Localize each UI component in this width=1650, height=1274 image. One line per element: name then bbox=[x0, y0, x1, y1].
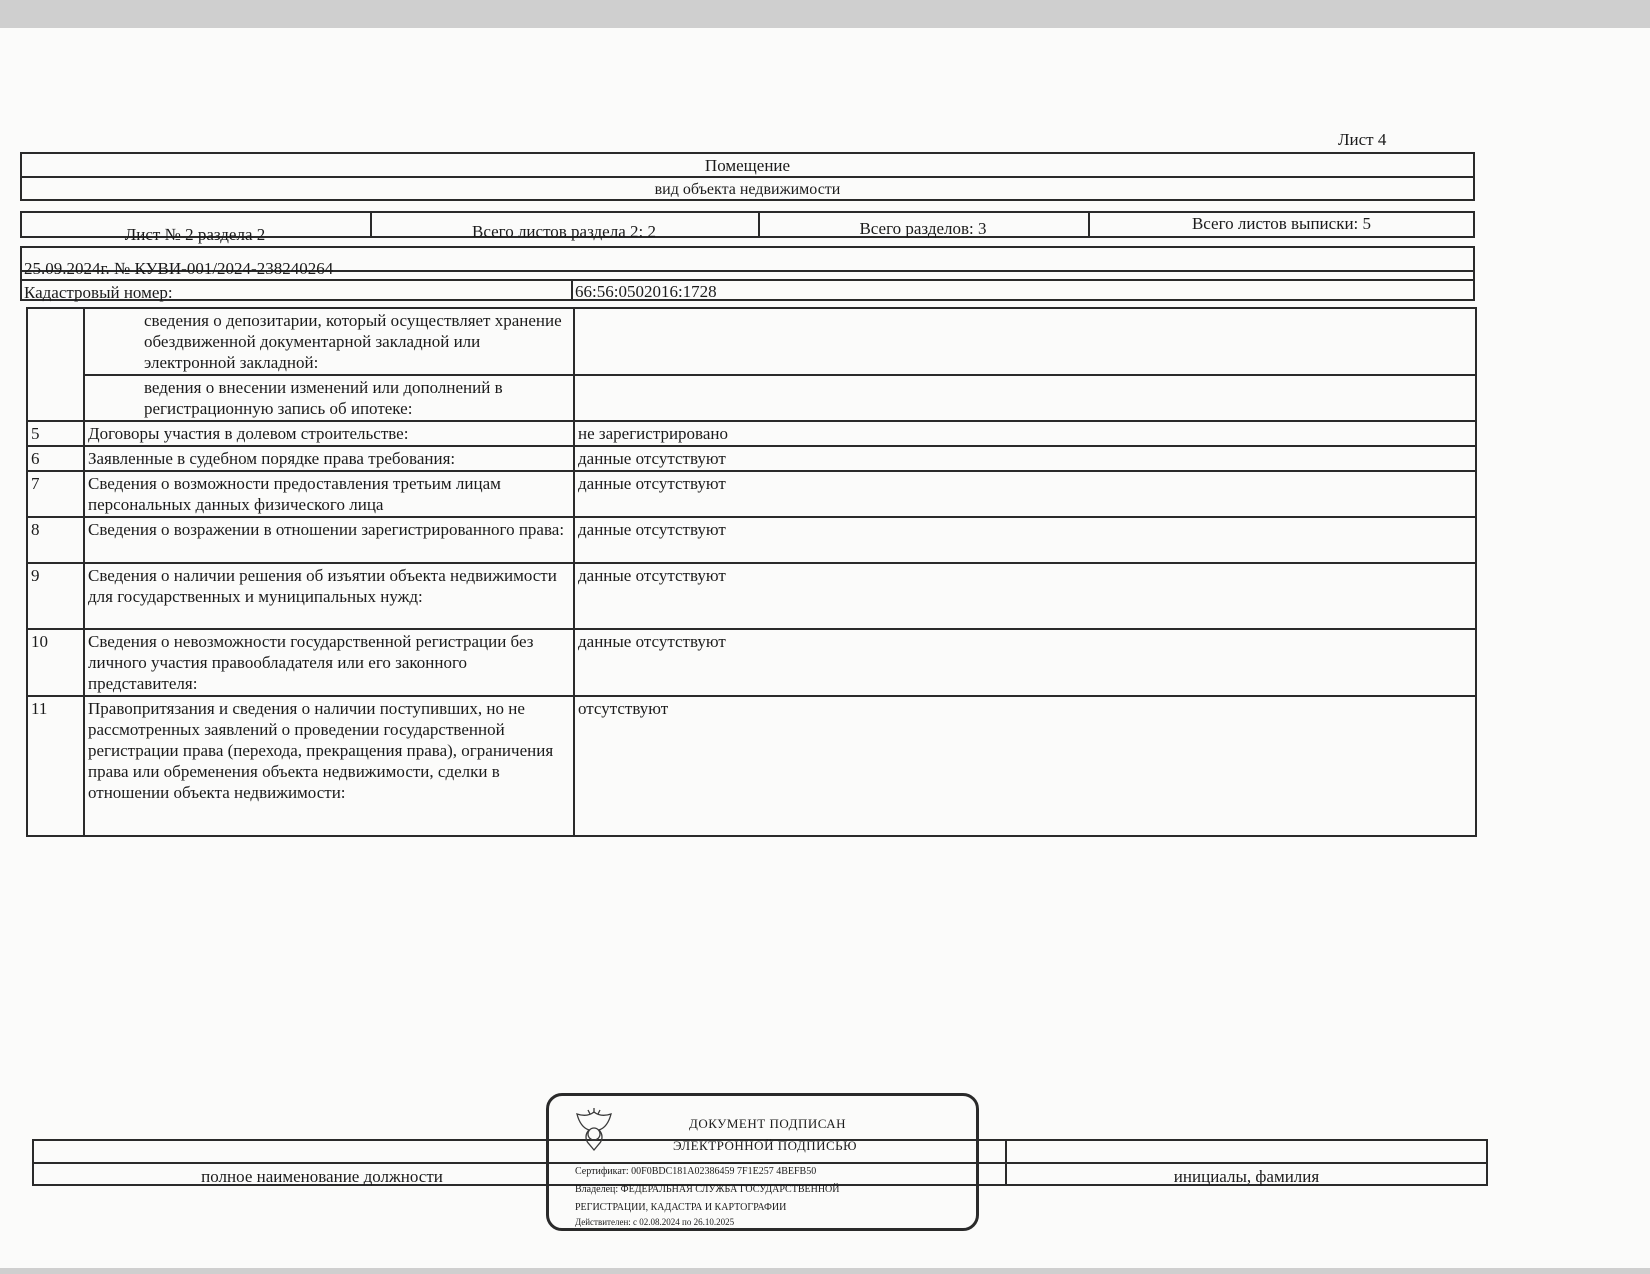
sheet-number: Лист 4 bbox=[1338, 130, 1387, 149]
row-name: сведения о депозитарии, который осуществляет хранение обездвиженной документарной закладной или электронной закладной: bbox=[84, 308, 574, 375]
cadastral-label: Кадастровый номер: bbox=[24, 283, 173, 302]
row-value: данные отсутствуют bbox=[574, 629, 1476, 696]
row-number: 10 bbox=[27, 629, 84, 696]
cadastral-number: 66:56:0502016:1728 bbox=[575, 282, 717, 301]
row-name: Сведения о невозможности государственной регистрации без личного участия правообладателя или его законного представителя: bbox=[84, 629, 574, 696]
row-name: Договоры участия в долевом строительстве: bbox=[84, 421, 574, 446]
cadastral-divider bbox=[571, 279, 573, 301]
row-name: ведения о внесении изменений или дополнений в регистрационную запись об ипотеке: bbox=[84, 375, 574, 421]
section-sheet: Лист № 2 раздела 2 bbox=[124, 225, 266, 244]
table-row bbox=[27, 446, 1476, 471]
row-value: данные отсутствуют bbox=[574, 563, 1476, 629]
row-name: Правопритязания и сведения о наличии поступивших, но не рассмотренных заявлений о проведении государственной регистрации права (перехода, прекращения права), ограничения права или обременения объекта недвижимости, сделки в отношении объекта недвижимости: bbox=[84, 696, 574, 836]
electronic-signature-stamp bbox=[546, 1093, 979, 1231]
row-name: Заявленные в судебном порядке права требования: bbox=[84, 446, 574, 471]
stamp-title-line2: ЭЛЕКТРОННОЙ ПОДПИСЬЮ bbox=[673, 1138, 857, 1153]
total-extract-sheets: Всего листов выписки: 5 bbox=[1191, 214, 1372, 233]
row-number: 6 bbox=[27, 446, 84, 471]
stamp-certificate: Сертификат: 00F0BDC181A02386459 7F1E257 4BEFB50 bbox=[575, 1166, 817, 1177]
stamp-validity: Действителен: с 02.08.2024 по 26.10.2025 bbox=[575, 1217, 735, 1227]
row-value: данные отсутствуют bbox=[574, 471, 1476, 517]
row-number: 11 bbox=[27, 696, 84, 836]
row-name: Сведения о возможности предоставления третьим лицам персональных данных физического лица bbox=[84, 471, 574, 517]
table-row bbox=[27, 308, 1476, 375]
table-row bbox=[27, 696, 1476, 836]
encumbrance-table bbox=[26, 307, 1477, 837]
cadastral-top-line bbox=[20, 279, 1475, 281]
row-value: не зарегистрировано bbox=[574, 421, 1476, 446]
object-type: Помещение bbox=[704, 156, 791, 175]
row-value bbox=[574, 375, 1476, 421]
row-number: 7 bbox=[27, 471, 84, 517]
table-row bbox=[27, 517, 1476, 563]
stamp-owner: Владелец: ФЕДЕРАЛЬНАЯ СЛУЖБА ГОСУДАРСТВЕННОЙ bbox=[575, 1184, 840, 1195]
total-section-sheets: Всего листов раздела 2: 2 bbox=[472, 222, 656, 241]
initials-caption: инициалы, фамилия bbox=[1173, 1167, 1320, 1186]
position-caption: полное наименование должности bbox=[201, 1167, 443, 1186]
row-value: данные отсутствуют bbox=[574, 446, 1476, 471]
row-value: отсутствуют bbox=[574, 696, 1476, 836]
total-sections: Всего разделов: 3 bbox=[859, 219, 987, 238]
stamp-title-line1: ДОКУМЕНТ ПОДПИСАН bbox=[689, 1116, 847, 1131]
row-value bbox=[574, 308, 1476, 375]
row-name: Сведения о возражении в отношении зарегистрированного права: bbox=[84, 517, 574, 563]
table-row bbox=[27, 563, 1476, 629]
row-number bbox=[27, 308, 84, 421]
stamp-owner2: РЕГИСТРАЦИИ, КАДАСТРА И КАРТОГРАФИИ bbox=[575, 1202, 787, 1213]
table-row bbox=[27, 471, 1476, 517]
object-type-caption: вид объекта недвижимости bbox=[654, 181, 841, 198]
document-date-number: 25.09.2024г. № КУВИ-001/2024-238240264 bbox=[24, 259, 334, 278]
row-number: 8 bbox=[27, 517, 84, 563]
table-row bbox=[27, 375, 1476, 421]
document-page bbox=[0, 28, 1650, 1268]
row-number: 5 bbox=[27, 421, 84, 446]
table-row bbox=[27, 629, 1476, 696]
row-value: данные отсутствуют bbox=[574, 517, 1476, 563]
row-name: Сведения о наличии решения об изъятии объекта недвижимости для государственных и муниципальных нужд: bbox=[84, 563, 574, 629]
eagle-emblem-icon bbox=[571, 1106, 617, 1154]
table-row bbox=[27, 421, 1476, 446]
row-number: 9 bbox=[27, 563, 84, 629]
object-type-divider bbox=[20, 176, 1475, 178]
